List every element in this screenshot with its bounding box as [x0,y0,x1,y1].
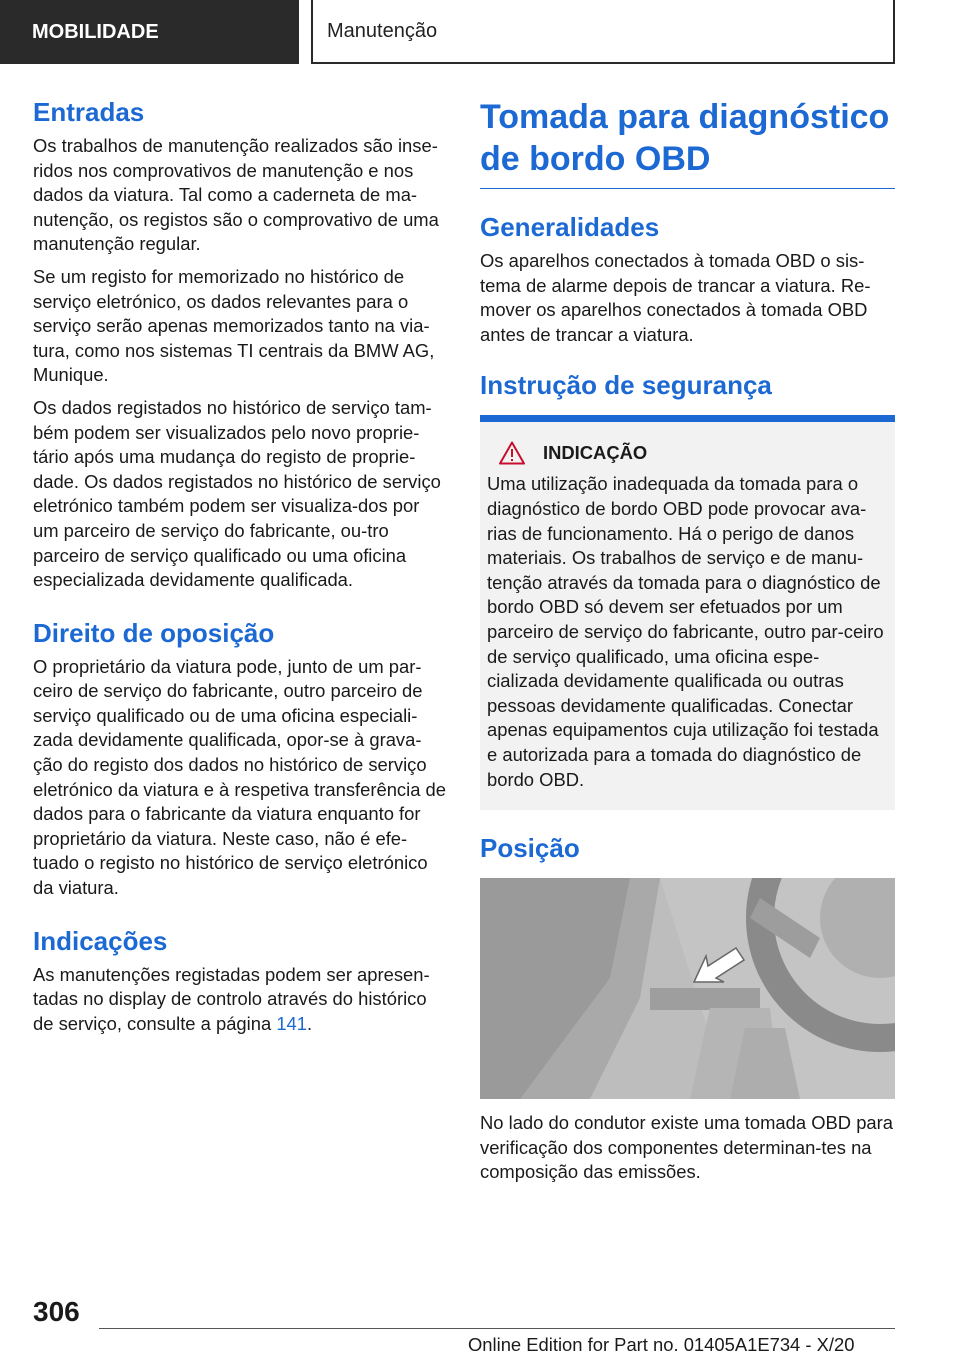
entradas-paragraph-1: Os trabalhos de manutenção realizados são inse-ridos nos comprovativos de manutenção e nos dados da viatura. Tal como a caderneta de ma-nutenção, os registos são o comprovativo de uma manutenção regular. [33,135,439,255]
page-141-link[interactable]: 141 [276,1012,308,1034]
header-section-tab: MOBILIDADE [0,0,299,64]
header-chapter-title: Manutenção [311,0,895,64]
indicacoes-heading: Indicações [33,925,168,956]
indicacoes-text: As manutenções registadas podem ser apresen-tadas no display de controlo através do histórico de serviço, consulte a página [33,963,430,1034]
generalidades-heading: Generalidades [480,212,660,242]
right-column [480,96,895,1193]
entradas-paragraph-2: Se um registo for memorizado no histórico de serviço eletrónico, os dados relevantes para o serviço serão apenas memorizados tanto na via-tura, como nos sistemas TI centrais da BMW AG, Munique. [33,265,435,386]
footer-divider [99,1328,895,1329]
obd-main-heading: Tomada para diagnóstico de bordo OBD [480,96,895,189]
indicacoes-paragraph-1 [33,963,448,1037]
obd-location-illustration [480,878,895,1099]
entradas-heading: Entradas [33,97,145,127]
obd-location-photo [480,878,895,1099]
warning-text: Uma utilização inadequada da tomada para o diagnóstico de bordo OBD pode provocar ava-rias de funcionamento. Há o perigo de danos materiais. Os trabalhos de serviço e de manu-tenção através da tomada para o diagnóstico de bordo OBD só devem ser efetuados por um parceiro de serviço do fabricante, outro par-ceiro de serviço qualificado, uma oficina espe-cializada devidamente qualificada ou outras pessoas devidamente qualificadas. Conectar apenas equipamentos cuja utilização foi testada e autorizada para a tomada do diagnóstico de bordo OBD. [487,473,884,790]
oposicao-heading: Direito de oposição [33,617,275,648]
posicao-heading: Posição [480,833,580,864]
generalidades-paragraph-1: Os aparelhos conectados à tomada OBD o sis-tema de alarme depois de trancar a viatura. Re-mover os aparelhos conectados à tomada OBD antes de trancar a viatura. [480,250,871,345]
left-column [33,96,448,1044]
warning-title-row [487,440,889,466]
footer-edition-text: Online Edition for Part no. 01405A1E734 - X/20 [468,1334,855,1355]
figure-caption: No lado do condutor existe uma tomada OBD para verificação dos componentes determinan-tes na composição das emissões. [480,1112,893,1183]
warning-notice-box [480,415,895,810]
entradas-paragraph-3: Os dados registados no histórico de serviço tam-bém podem ser visualizados pelo novo proprie-tário após uma mudança do registo de proprie-dade. Os dados registados no histórico de serviço eletrónico também podem ser visualiza-dos por um parceiro de serviço do fabricante, ou-tro parceiro de serviço qualificado ou uma oficina especializada devidamente qualificada. [33,396,441,591]
oposicao-paragraph-1: O proprietário da viatura pode, junto de um par-ceiro de serviço do fabricante, outro parceiro de serviço qualificado ou de uma oficina especiali-zada devidamente qualificada, opor-se à grava-ção do registo dos dados no histórico de serviço eletrónico da viatura e à respetiva transferência de dados para o fabricante da viatura enquanto for proprietário da viatura. Neste caso, não é efe-tuado o registo no histórico de serviço eletrónico da viatura. [33,655,447,899]
warning-label: INDICAÇÃO [543,442,648,464]
indicacoes-text-end: . [307,1012,313,1034]
seguranca-heading: Instrução de segurança [480,370,772,401]
page-number: 306 [33,1296,80,1327]
warning-triangle-icon [499,441,525,465]
